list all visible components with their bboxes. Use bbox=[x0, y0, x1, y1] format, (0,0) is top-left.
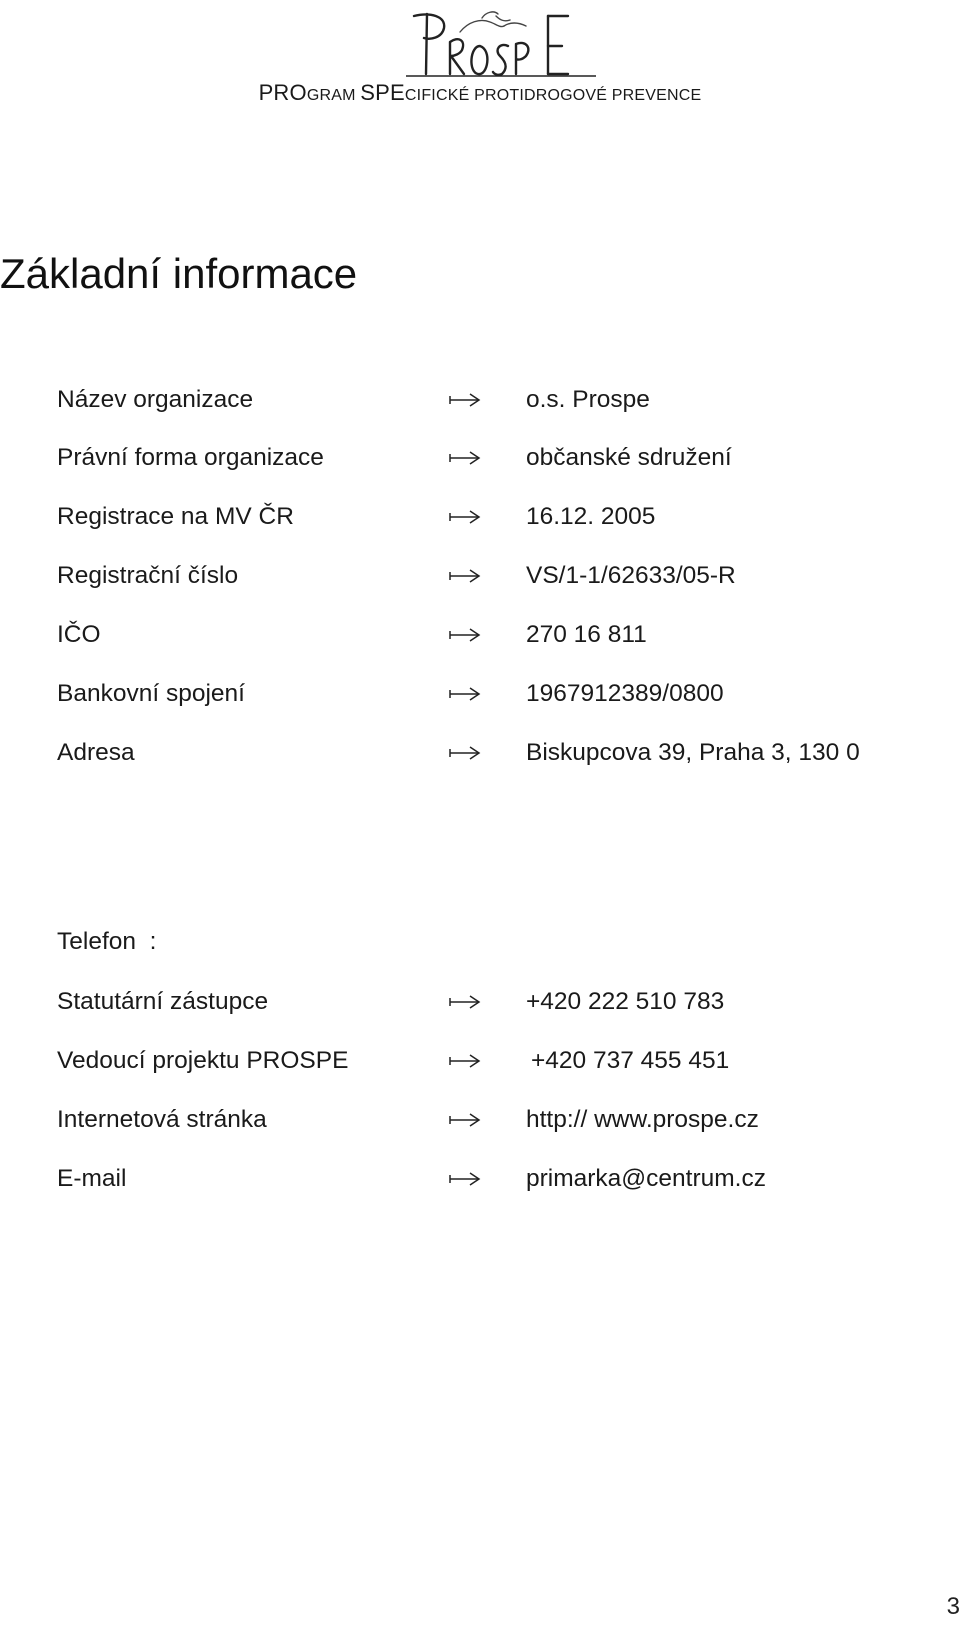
arrow-right-icon bbox=[447, 684, 483, 704]
tagline-part: CIFICKÉ PROTIDROGOVÉ PREVENCE bbox=[404, 87, 702, 104]
info-value: 270 16 811 bbox=[526, 621, 647, 648]
tagline-part: SPE bbox=[360, 80, 405, 105]
info-label: Registrace na MV ČR bbox=[57, 503, 294, 530]
arrow-right-icon bbox=[447, 390, 483, 410]
contact-label: Statutární zástupce bbox=[57, 988, 269, 1015]
prospe-logo bbox=[400, 4, 600, 82]
telefon-heading-row bbox=[0, 925, 960, 959]
website-link[interactable]: http:// www.prospe.cz bbox=[526, 1106, 759, 1133]
info-value: 16.12. 2005 bbox=[526, 503, 656, 530]
info-row-registration-number bbox=[0, 559, 960, 593]
arrow-right-icon bbox=[447, 1051, 483, 1071]
contact-value: +420 222 510 783 bbox=[526, 988, 725, 1015]
info-row-bank-account bbox=[0, 677, 960, 711]
info-label: IČO bbox=[57, 621, 101, 648]
contact-label: E-mail bbox=[57, 1165, 127, 1192]
arrow-right-icon bbox=[447, 625, 483, 645]
info-label: Název organizace bbox=[57, 386, 254, 413]
info-label: Adresa bbox=[57, 739, 135, 766]
program-tagline bbox=[0, 80, 960, 106]
info-value: VS/1-1/62633/05-R bbox=[526, 562, 736, 589]
info-row-organization-name bbox=[0, 383, 960, 417]
page-title: Základní informace bbox=[0, 250, 358, 297]
arrow-right-icon bbox=[447, 507, 483, 527]
contact-label: Vedoucí projektu PROSPE bbox=[57, 1047, 349, 1074]
info-value: občanské sdružení bbox=[526, 444, 732, 471]
contact-row-statutory bbox=[0, 985, 960, 1019]
info-row-address bbox=[0, 736, 960, 770]
tagline-part: GRAM bbox=[306, 87, 361, 104]
info-value: Biskupcova 39, Praha 3, 130 0 bbox=[526, 739, 860, 766]
page-number: 3 bbox=[946, 1593, 960, 1620]
arrow-right-icon bbox=[447, 1169, 483, 1189]
prospe-logo-mark bbox=[400, 4, 600, 82]
info-value: o.s. Prospe bbox=[526, 386, 650, 413]
info-label: Registrační číslo bbox=[57, 562, 239, 589]
telefon-label: Telefon : bbox=[57, 928, 157, 955]
contact-row-email bbox=[0, 1162, 960, 1196]
email-link[interactable]: primarka@centrum.cz bbox=[526, 1165, 766, 1192]
contact-row-project-lead bbox=[0, 1044, 960, 1078]
contact-label: Internetová stránka bbox=[57, 1106, 267, 1133]
info-label: Bankovní spojení bbox=[57, 680, 245, 707]
arrow-right-icon bbox=[447, 743, 483, 763]
arrow-right-icon bbox=[447, 1110, 483, 1130]
info-row-registration-date bbox=[0, 500, 960, 534]
contact-value: +420 737 455 451 bbox=[531, 1047, 730, 1074]
contact-row-website bbox=[0, 1103, 960, 1137]
info-label: Právní forma organizace bbox=[57, 444, 324, 471]
arrow-right-icon bbox=[447, 992, 483, 1012]
info-row-legal-form bbox=[0, 441, 960, 475]
info-row-ico bbox=[0, 618, 960, 652]
arrow-right-icon bbox=[447, 566, 483, 586]
arrow-right-icon bbox=[447, 448, 483, 468]
tagline-part: PRO bbox=[258, 80, 307, 105]
info-value: 1967912389/0800 bbox=[526, 680, 724, 707]
